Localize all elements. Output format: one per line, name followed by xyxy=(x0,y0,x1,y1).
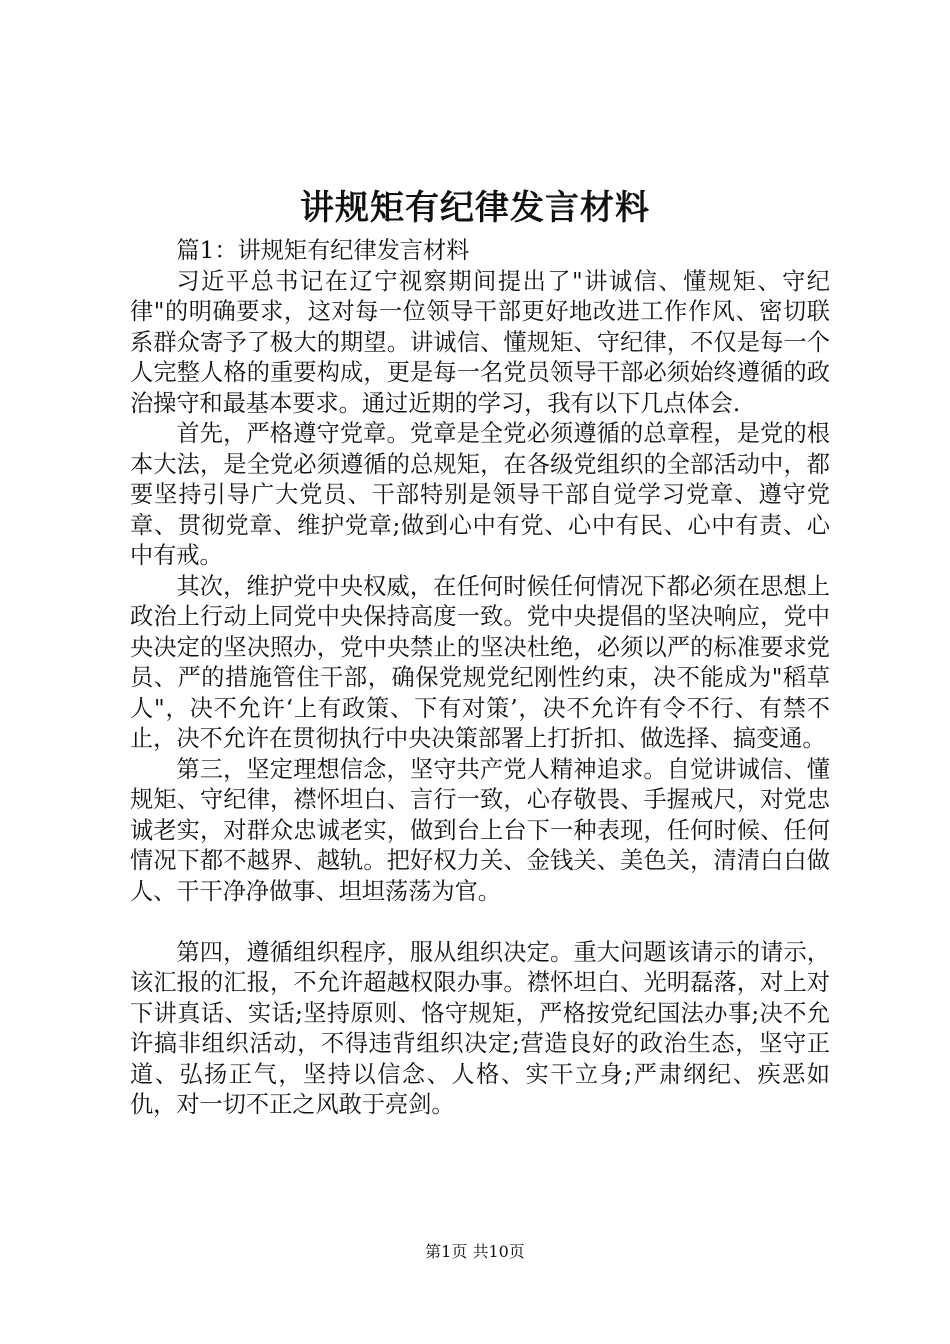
paragraph-second: 其次，维护党中央权威，在任何时候任何情况下都必须在思想上政治上行动上同党中央保持高度一致。党中央提倡的坚决响应，党中央决定的坚决照办，党中央禁止的坚决杜绝，必须以严的标准要求党员、严的措施管住干部，确保党规党纪刚性约束，决不能成为"稻草人"，决不允许‘上有政策、下有对策’，决不允许有令不行、有禁不止，决不允许在贯彻执行中央决策部署上打折扣、做选择、搞变通。 xyxy=(130,572,830,752)
paragraph-first: 首先，严格遵守党章。党章是全党必须遵循的总章程，是党的根本大法，是全党必须遵循的总规矩，在各级党组织的全部活动中，都要坚持引导广大党员、干部特别是领导干部自觉学习党章、遵守党章、贯彻党章、维护党章;做到心中有党、心中有民、心中有责、心中有戒。 xyxy=(130,420,830,569)
paragraph-fourth: 第四，遵循组织程序，服从组织决定。重大问题该请示的请示，该汇报的汇报，不允许超越权限办事。襟怀坦白、光明磊落，对上对下讲真话、实话;坚持原则、恪守规矩，严格按党纪国法办事;决不允许搞非组织活动，不得违背组织决定;营造良好的政治生态，坚守正道、弘扬正气，坚持以信念、人格、实干立身;严肃纲纪、疾恶如仇，对一切不正之风敢于亮剑。 xyxy=(130,938,830,1118)
section-heading: 篇1：讲规矩有纪律发言材料 xyxy=(176,237,470,264)
document-body xyxy=(130,236,830,1121)
paragraph-third: 第三，坚定理想信念，坚守共产党人精神追求。自觉讲诚信、懂规矩、守纪律，襟怀坦白、言行一致，心存敬畏、手握戒尺，对党忠诚老实，对群众忠诚老实，做到台上台下一种表现，任何时候、任何情况下都不越界、越轨。把好权力关、金钱关、美色关，清清白白做人、干干净净做事、坦坦荡荡为官。 xyxy=(130,755,830,905)
paragraph-intro: 习近平总书记在辽宁视察期间提出了"讲诚信、懂规矩、守纪律"的明确要求，这对每一位领导干部更好地改进工作作风、密切联系群众寄予了极大的期望。讲诚信、懂规矩、守纪律，不仅是每一个人完整人格的重要构成，更是每一名党员领导干部必须始终遵循的政治操守和最基本要求。通过近期的学习，我有以下几点体会. xyxy=(130,267,830,417)
page-number: 第1页 共10页 xyxy=(425,1242,525,1261)
document-title: 讲规矩有纪律发言材料 xyxy=(300,188,650,228)
